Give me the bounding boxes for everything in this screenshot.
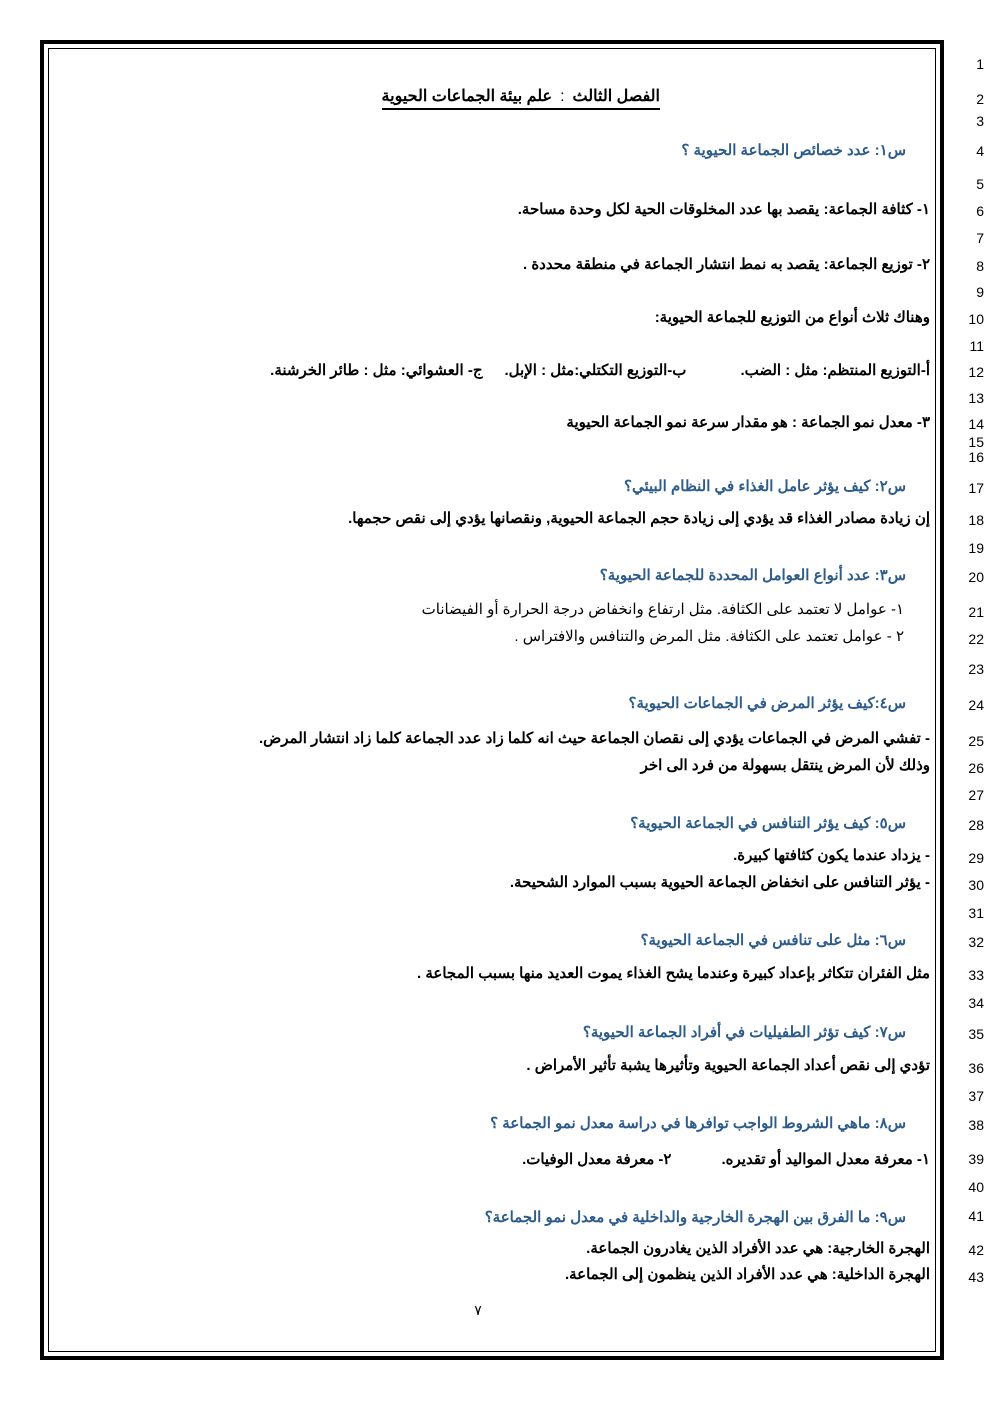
line-number: 43: [968, 1269, 984, 1285]
line-number: 22: [968, 631, 984, 647]
requirement-1: ١- معرفة معدل المواليد أو تقديره.: [721, 1151, 930, 1168]
question-3: س٣: عدد أنواع العوامل المحددة للجماعة الحيوية؟: [599, 567, 906, 584]
distribution-types-row: [270, 361, 930, 379]
page-number: ٧: [474, 1302, 482, 1318]
line-number: 25: [968, 733, 984, 749]
answer-line: ١- عوامل لا تعتمد على الكثافة. مثل ارتفاع وانخفاض درجة الحرارة أو الفيضانات: [421, 601, 904, 618]
question-9: س٩: ما الفرق بين الهجرة الخارجية والداخلية في معدل نمو الجماعة؟: [484, 1209, 906, 1226]
line-number: 40: [968, 1179, 984, 1195]
line-number: 32: [968, 934, 984, 950]
line-number: 28: [968, 817, 984, 833]
line-number: 7: [976, 230, 984, 246]
line-number: 20: [968, 569, 984, 585]
answer-line: - يزداد عندما يكون كثافتها كبيرة.: [733, 847, 930, 864]
line-number: 36: [968, 1060, 984, 1076]
line-number: 34: [968, 995, 984, 1011]
question-5: س٥: كيف يؤثر التنافس في الجماعة الحيوية؟: [630, 815, 906, 832]
question-6: س٦: مثل على تنافس في الجماعة الحيوية؟: [640, 932, 906, 949]
answer-line: - تفشي المرض في الجماعات يؤدي إلى نقصان الجماعة حيث انه كلما زاد عدد الجماعة كلما زاد انتشار المرض.: [258, 730, 930, 747]
line-number: 17: [968, 480, 984, 496]
line-number: 16: [968, 449, 984, 465]
line-number: 35: [968, 1026, 984, 1042]
line-number: 21: [968, 604, 984, 620]
line-number: 12: [968, 364, 984, 380]
line-number: 4: [976, 143, 984, 159]
distribution-type-b: ب-التوزيع التكتلي:مثل : الإبل.: [504, 362, 687, 379]
line-number: 1: [976, 56, 984, 72]
line-number: 5: [976, 176, 984, 192]
line-number: 38: [968, 1117, 984, 1133]
question-1: س١: عدد خصائص الجماعة الحيوية ؟: [681, 142, 906, 159]
line-number: 39: [968, 1151, 984, 1167]
answer-line: تؤدي إلى نقص أعداد الجماعة الحيوية وتأثيرها يشبة تأثير الأمراض .: [526, 1057, 930, 1074]
answer-line: ٢ - عوامل تعتمد على الكثافة. مثل المرض والتنافس والافتراس .: [514, 628, 904, 645]
line-number: 14: [968, 416, 984, 432]
requirements-row: [522, 1150, 930, 1168]
question-8: س٨: ماهي الشروط الواجب توافرها في دراسة معدل نمو الجماعة ؟: [490, 1115, 906, 1132]
line-number: 9: [976, 284, 984, 300]
answer-line: الهجرة الداخلية: هي عدد الأفراد الذين ينظمون إلى الجماعة.: [564, 1266, 930, 1283]
chapter-subject: علم بيئة الجماعات الحيوية: [381, 88, 553, 105]
answer-line: وهناك ثلاث أنواع من التوزيع للجماعة الحيوية:: [654, 309, 930, 326]
line-number: 29: [968, 850, 984, 866]
title-separator: :: [560, 88, 565, 105]
line-number: 30: [968, 877, 984, 893]
line-number: 23: [968, 661, 984, 677]
question-7: س٧: كيف تؤثر الطفيليات في أفراد الجماعة الحيوية؟: [582, 1024, 906, 1041]
line-number: 18: [968, 512, 984, 528]
answer-line: وذلك لأن المرض ينتقل بسهولة من فرد الى اخر: [640, 757, 930, 774]
line-number: 19: [968, 540, 984, 556]
chapter-label: الفصل الثالث: [572, 88, 660, 105]
distribution-type-a: أ-التوزيع المنتظم: مثل : الضب.: [740, 362, 930, 379]
answer-line: إن زيادة مصادر الغذاء قد يؤدي إلى زيادة حجم الجماعة الحيوية, ونقصانها يؤدي إلى نقص حجمها.: [348, 510, 930, 527]
answer-line: ١- كثافة الجماعة: يقصد بها عدد المخلوقات الحية لكل وحدة مساحة.: [517, 201, 930, 218]
line-number: 26: [968, 760, 984, 776]
line-number: 41: [968, 1208, 984, 1224]
question-2: س٢: كيف يؤثر عامل الغذاء في النظام البيئي؟: [624, 478, 906, 495]
answer-line: - يؤثر التنافس على انخفاض الجماعة الحيوية بسبب الموارد الشحيحة.: [509, 874, 930, 891]
question-4: س٤:كيف يؤثر المرض في الجماعات الحيوية؟: [628, 695, 906, 712]
line-number: 33: [968, 967, 984, 983]
page-title: [382, 86, 660, 110]
line-number: 3: [976, 113, 984, 129]
distribution-type-c: ج- العشوائي: مثل : طائر الخرشنة.: [270, 362, 483, 379]
answer-line: ٣- معدل نمو الجماعة : هو مقدار سرعة نمو الجماعة الحيوية: [566, 414, 930, 431]
line-number: 2: [976, 91, 984, 107]
answer-line: مثل الفئران تتكاثر بإعداد كبيرة وعندما يشح الغذاء يموت العديد منها بسبب المجاعة .: [417, 965, 930, 982]
answer-line: الهجرة الخارجية: هي عدد الأفراد الذين يغادرون الجماعة.: [586, 1240, 930, 1257]
line-number: 6: [976, 203, 984, 219]
line-number: 27: [968, 787, 984, 803]
line-number: 24: [968, 697, 984, 713]
line-number: 8: [976, 258, 984, 274]
line-number: 10: [968, 311, 984, 327]
line-number: 42: [968, 1242, 984, 1258]
line-number: 11: [969, 338, 984, 354]
requirement-2: ٢- معرفة معدل الوفيات.: [522, 1151, 672, 1168]
line-number: 37: [968, 1088, 984, 1104]
line-number: 31: [968, 905, 984, 921]
line-number: 13: [968, 390, 984, 406]
answer-line: ٢- توزيع الجماعة: يقصد به نمط انتشار الجماعة في منطقة محددة .: [522, 256, 930, 273]
line-number: 15: [968, 434, 984, 450]
